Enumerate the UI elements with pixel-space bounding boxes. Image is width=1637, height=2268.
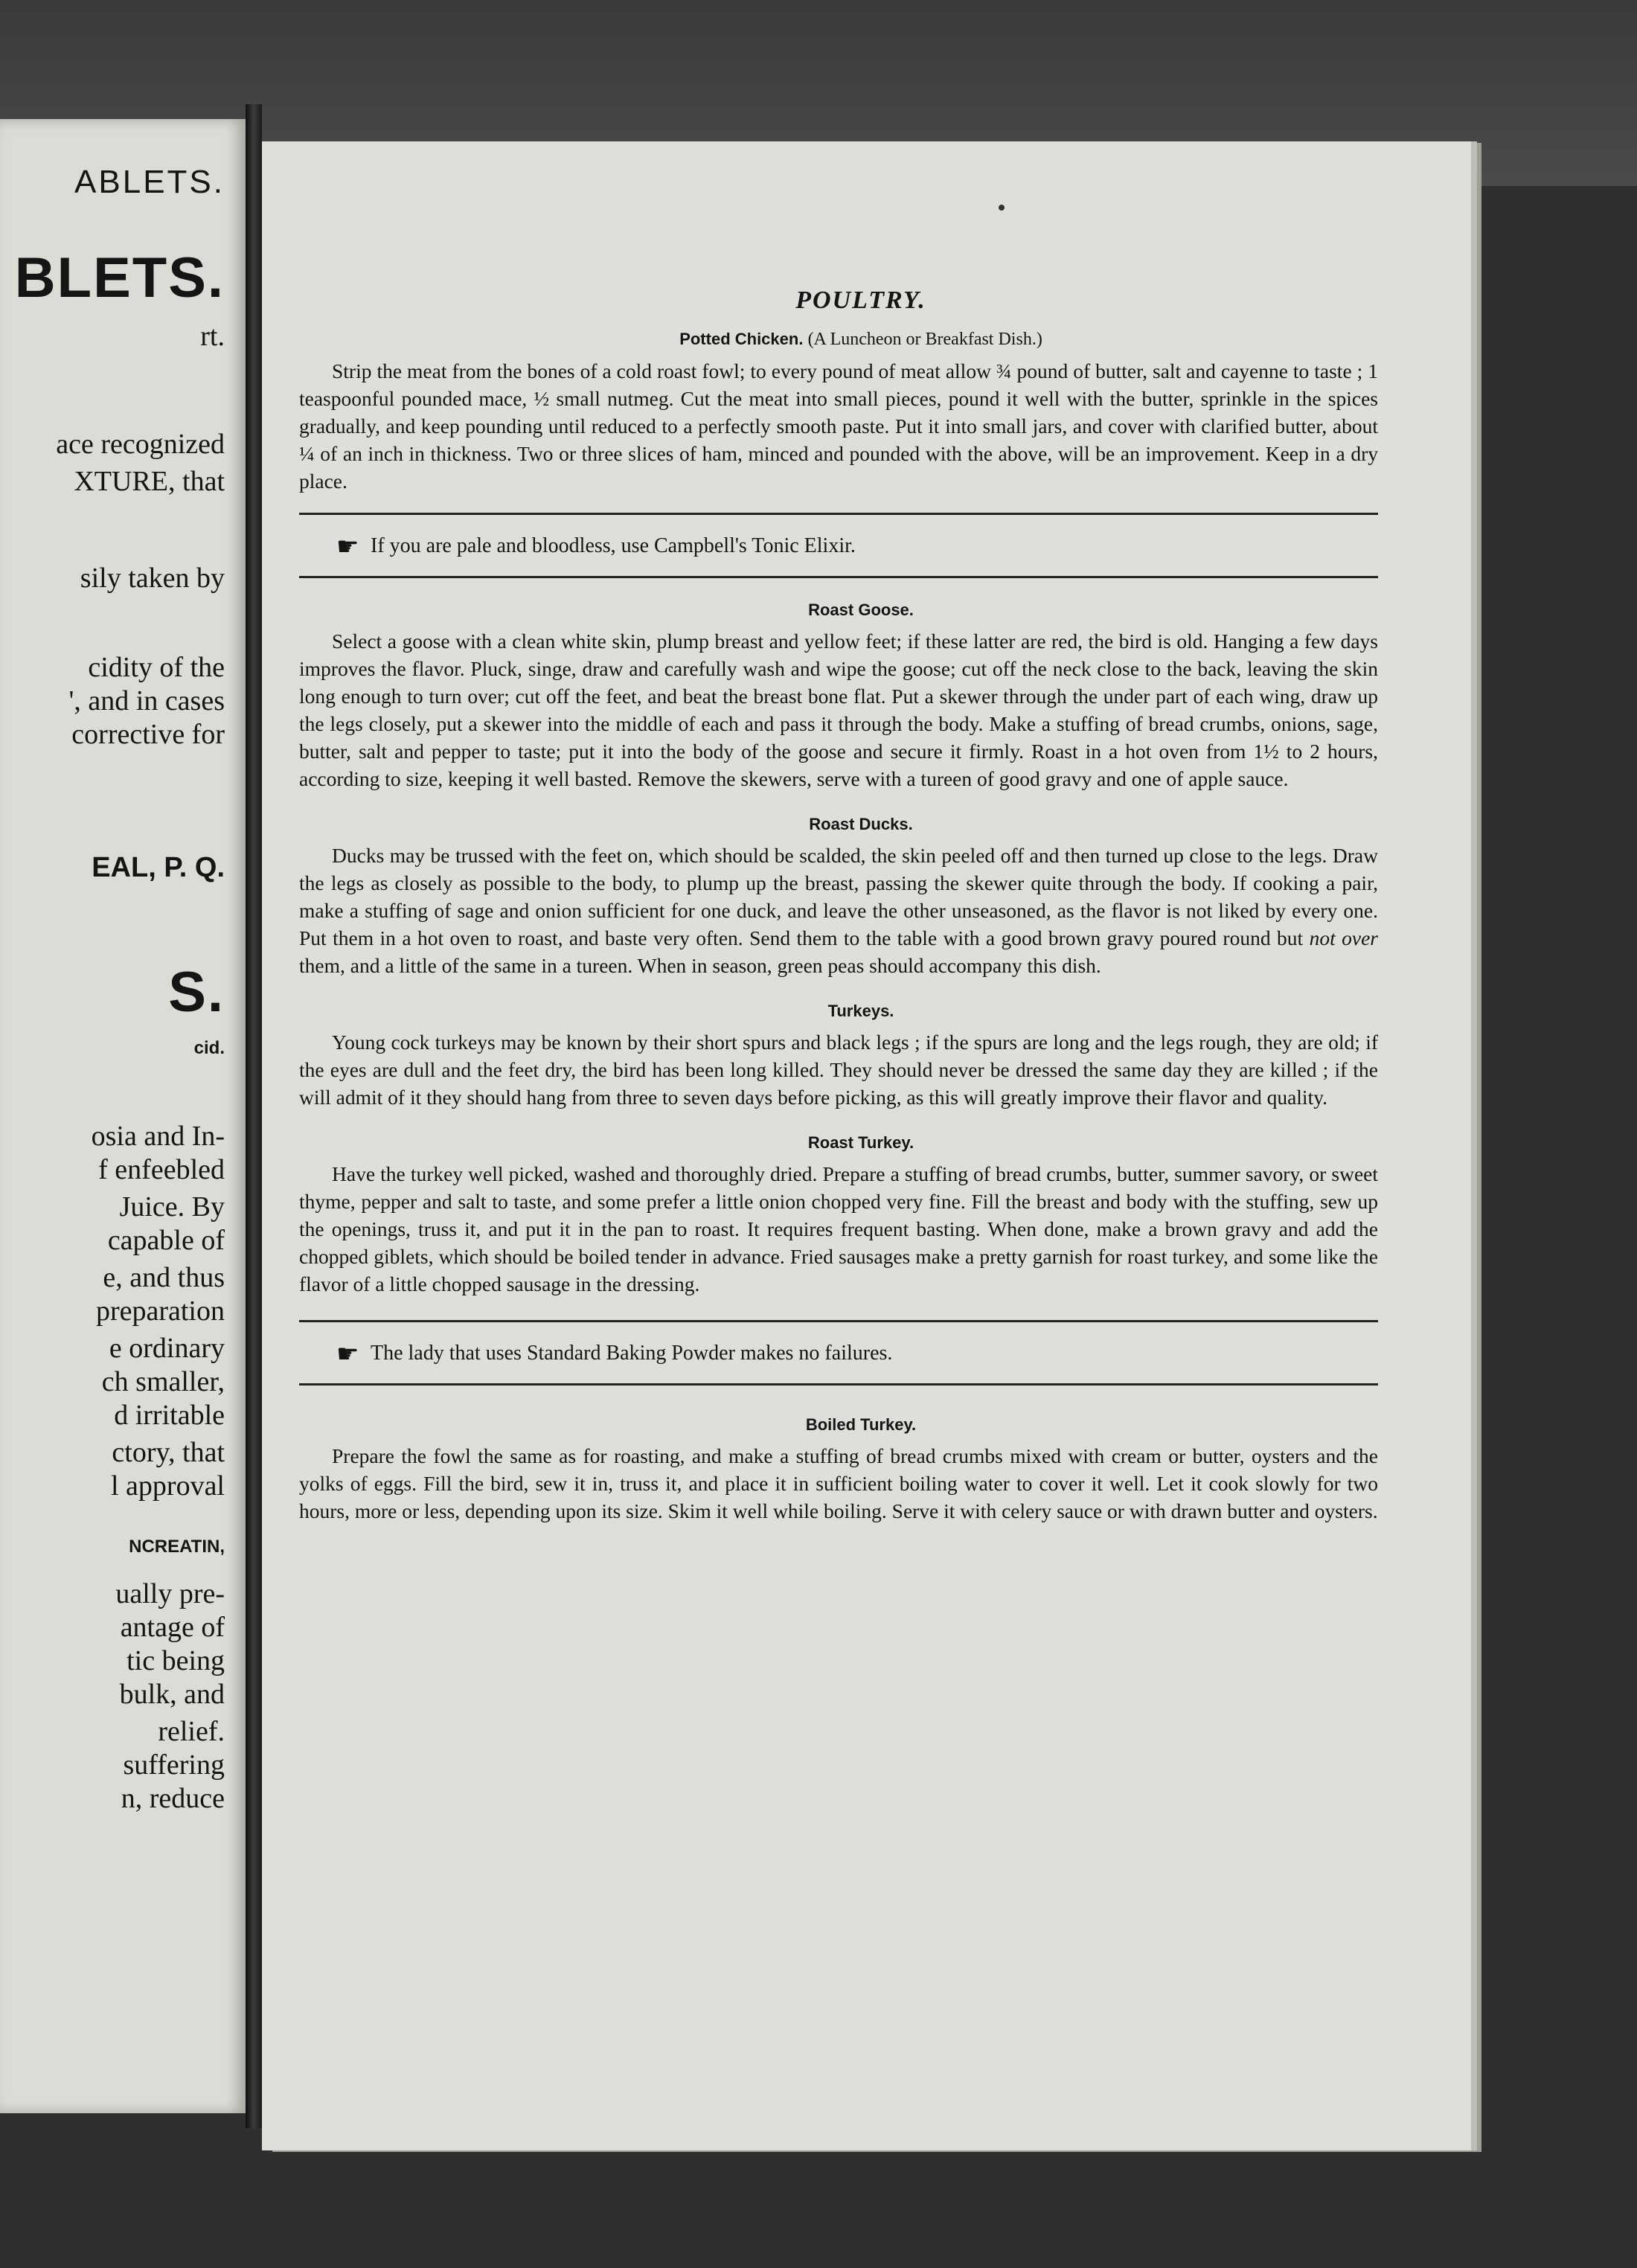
section-heading-turkeys: Turkeys. [827,1002,894,1020]
divider-rule [299,513,1378,515]
left-page-text-line: suffering [123,1749,225,1781]
left-page-text-line: corrective for [71,719,225,750]
recipe-text-part: them, and a little of the same in a tureen. When in season, green peas should accompany this dish. [299,954,1101,977]
left-page-text-line: antage of [120,1612,225,1643]
left-page-text-line: BLETS. [14,246,225,310]
heading-text: Potted Chicken. [679,330,804,348]
left-page-text-line: ABLETS. [74,164,225,200]
recipe-text-roast-turkey: Have the turkey well picked, washed and thoroughly dried. Prepare a stuffing of bread crumbs, butter, summer savory, or sweet thyme, pepper and salt to taste, and some prefer a little onion chopped very fine. Fill the breast and body with the stuffing, sew up the openings, truss it, and put it in the pan to roast. It requires frequent basting. When done, make a brown gravy and add the chopped giblets, which should be boiled tender in advance. Fried sausages make a pretty garnish for roast turkey, and some like the flavor of a little chopped sausage in the dressing. [299,1162,1378,1295]
notice-text: The lady that uses Standard Baking Powder makes no failures. [371,1342,893,1365]
divider-rule [299,1320,1378,1322]
recipe-text-roast-ducks [299,842,1378,979]
left-page-text-line: sily taken by [80,563,225,594]
recipe-text-boiled-turkey: Prepare the fowl the same as for roasting, and make a stuffing of bread crumbs mixed with cream or butter, oysters and the yolks of eggs. Fill the bird, sew it in, truss it, and place it in sufficient boiling water to cover it well. Let it cook slowly for two hours, more or less, depending upon its size. Skim it well while boiling. Serve it with celery sauce or with drawn butter and oysters. [299,1444,1378,1522]
advertisement-notice-tonic [299,532,1378,562]
left-page-text-line: EAL, P. Q. [92,852,225,883]
left-page-text-line: ace recognized [56,429,225,460]
left-page-fragment [0,119,246,2113]
left-page-text-line: preparation [95,1295,225,1327]
left-page-text-line: capable of [107,1225,225,1256]
recipe-text-part: Ducks may be trussed with the feet on, which should be scalded, the skin peeled off and then turned up close to the legs. Draw the legs as closely as possible to the body, to plump up the breast, passing the skewer quite through the body. If cooking a pair, make a stuffing of sage and onion sufficient for one duck, and leave the other unseasoned, as the flavor is not liked by every one. Put them in a hot oven to roast, and baste very often. Send them to the table with a good brown gravy poured round but [299,844,1378,949]
notice-text: If you are pale and bloodless, use Campbell's Tonic Elixir. [371,534,856,557]
left-page-text-line: NCREATIN, [129,1537,225,1557]
left-page-text-line: Juice. By [119,1191,225,1223]
heading-subtitle: (A Luncheon or Breakfast Dish.) [807,330,1042,349]
left-page-text-line: d irritable [114,1400,225,1431]
left-page-text-line: e ordinary [109,1333,225,1364]
left-page-text-line: tic being [126,1645,225,1676]
section-heading-roast-ducks: Roast Ducks. [809,815,913,833]
pointing-hand-icon: ☛ [336,1339,359,1369]
book-gutter [246,104,262,2128]
book-page [262,141,1471,2150]
section-heading-potted-chicken [299,330,1378,350]
pointing-hand-icon: ☛ [336,532,359,562]
left-page-text-line: ch smaller, [101,1366,225,1397]
left-page-text-line: bulk, and [119,1679,225,1710]
recipe-text-potted-chicken: Strip the meat from the bones of a cold roast fowl; to every pound of meat allow ¾ pound of butter, salt and cayenne to taste ; 1 teaspoonful pounded mace, ½ small nutmeg. Cut the meat into small pieces, pound it well with the butter, sprinkle in the spices gradually, and keep pounding until reduced to a perfectly smooth paste. Put it into small jars, and cover with clarified butter, about ¼ of an inch in thickness. Two or three slices of ham, minced and pounded with the above, will be an improvement. Keep in a dry place. [299,359,1378,493]
page-content [299,286,1378,1525]
left-page-text-line: cid. [193,1038,225,1058]
left-page-text-line: rt. [200,321,225,352]
left-page-text-line: relief. [158,1716,225,1747]
left-page-text-line: l approval [110,1470,225,1502]
left-page-text-line: S. [168,961,225,1024]
left-page-text-line: ually pre- [115,1578,225,1609]
section-heading-roast-goose: Roast Goose. [808,600,914,619]
section-heading-boiled-turkey: Boiled Turkey. [805,1415,917,1434]
ink-speck [999,205,1005,211]
advertisement-notice-baking-powder [299,1339,1378,1369]
emphasis-text: not over [1309,926,1379,949]
recipe-text-turkeys: Young cock turkeys may be known by their short spurs and black legs ; if the spurs are long and the legs rough, they are old; if the eyes are dull and the feet dry, the bird has been long killed. They should never be dressed the same day they are killed ; if the will admit of it they should hang from three to seven days before picking, as this will greatly improve their flavor and quality. [299,1031,1378,1109]
page-title: POULTRY. [795,286,926,314]
left-page-text-line: f enfeebled [98,1154,225,1185]
recipe-text-roast-goose: Select a goose with a clean white skin, plump breast and yellow feet; if these latter are red, the bird is old. Hanging a few days improves the flavor. Pluck, singe, draw and carefully wash and wipe the goose; cut off the neck close to the back, leaving the skin long enough to turn over; cut off the feet, and beat the breast bone flat. Put a skewer through the under part of each wing, draw up the legs closely, put a skewer into the middle of each and pass it through the body. Make a stuffing of bread crumbs, onions, sage, butter, salt and pepper to taste; put it into the body of the goose and secure it firmly. Roast in a hot oven from 1½ to 2 hours, according to size, keeping it well basted. Remove the skewers, serve with a tureen of good gravy and one of apple sauce. [299,630,1378,790]
left-page-text-line: n, reduce [121,1783,225,1814]
left-page-text-line: cidity of the [88,652,225,683]
left-page-text-line: osia and In- [91,1121,225,1152]
left-page-text-line: e, and thus [103,1262,225,1293]
section-heading-roast-turkey: Roast Turkey. [807,1133,914,1152]
left-page-text-line: ', and in cases [68,685,225,717]
left-page-text-line: ctory, that [112,1437,225,1468]
left-page-text-line: XTURE, that [74,466,225,497]
